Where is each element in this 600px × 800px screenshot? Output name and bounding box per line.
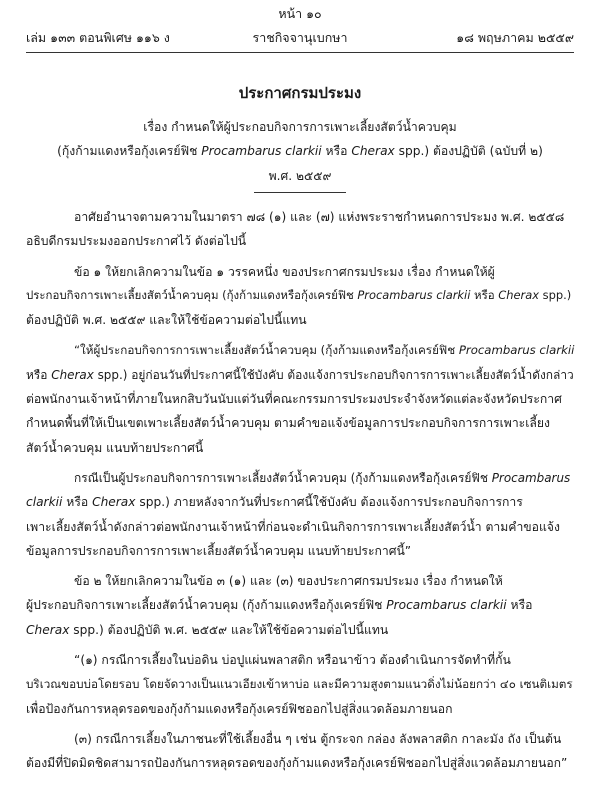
scientific-name: Cherax [26, 622, 70, 637]
page-title: ประกาศกรมประมง [238, 84, 362, 102]
scientific-name: clarkii [26, 495, 63, 510]
scientific-name: Procambarus clarkii [386, 598, 507, 613]
scientific-name: Procambarus clarkii [201, 144, 322, 158]
clause-1-line: ข้อ ๑ ให้ยกเลิกความในข้อ ๑ วรรคหนึ่ง ของประกาศกรมประมง เรื่อง กำหนดให้ผู้ [74, 264, 495, 279]
body-line: Cherax spp.) ต้องปฏิบัติ พ.ศ. ๒๕๕๙ และให้ใช้ข้อความต่อไปนี้แทน [26, 622, 389, 637]
scientific-name: Procambarus clarkii [357, 287, 471, 302]
body-line: เพื่อป้องกันการหลุดรอดของกุ้งก้ามแดงหรือกุ้งเครย์ฟิชออกไปสู่สิ่งแวดล้อมภายนอก [26, 701, 453, 716]
body-line: ต่อพนักงานเจ้าหน้าที่ภายในหกสิบวันนับแต่วันที่คณะกรรมการประมงประจำจังหวัดแต่ละจังหวัดประกาศ [26, 392, 562, 407]
publish-date: ๑๘ พฤษภาคม ๒๕๕๙ [456, 30, 575, 45]
document-body [26, 208, 576, 779]
body-line: ต้องมีที่ปิดมิดชิดสามารถป้องกันการหลุดรอดของกุ้งก้ามแดงหรือกุ้งเครย์ฟิชออกไปสู่สิ่งแวดล้อมภายนอก” [26, 756, 568, 771]
gazette-header [26, 28, 574, 47]
body-line: เพาะเลี้ยงสัตว์น้ำดังกล่าวต่อพนักงานเจ้าหน้าที่ก่อนจะดำเนินกิจการการเพาะเลี้ยงสัตว์น้ำ ตามคำขอแจ้ง [26, 519, 560, 534]
body-line: ข้อมูลการประกอบกิจการการเพาะเลี้ยงสัตว์น้ำควบคุม แนบท้ายประกาศนี้” [26, 543, 412, 558]
scientific-name: Cherax [351, 144, 395, 158]
scientific-name: Cherax [498, 287, 539, 302]
body-line: ประกอบกิจการเพาะเลี้ยงสัตว์น้ำควบคุม (กุ้งก้ามแดงหรือกุ้งเครย์ฟิช Procambarus clarkii หรือ Cherax spp.) [26, 287, 572, 302]
body-line: อธิบดีกรมประมงออกประกาศไว้ ดังต่อไปนี้ [26, 234, 247, 249]
scientific-name: Procambarus [491, 470, 571, 485]
page-number: หน้า ๑๐ [278, 6, 322, 21]
subject-line-3: พ.ศ. ๒๕๕๙ [268, 169, 332, 183]
item-1-line: “(๑) กรณีการเลี้ยงในบ่อดิน บ่อปูแผ่นพลาสติก หรือนาข้าว ต้องดำเนินการจัดทำที่กั้น [74, 653, 511, 668]
scientific-name: Procambarus clarkii [458, 343, 575, 358]
volume-info: เล่ม ๑๓๓ ตอนพิเศษ ๑๑๖ ง [26, 30, 170, 45]
item-3-line: (๓) กรณีการเลี้ยงในภาชนะที่ใช้เลี้ยงอื่น ๆ เช่น ตู้กระจก กล่อง ลังพลาสติก กาละมัง ถัง เป็นต้น [74, 731, 562, 746]
body-line: clarkii หรือ Cherax spp.) ภายหลังจากวันที่ประกาศนี้ใช้บังคับ ต้องแจ้งการประกอบกิจการการ [26, 495, 523, 510]
clause-2-line: ข้อ ๒ ให้ยกเลิกความในข้อ ๓ (๑) และ (๓) ของประกาศกรมประมง เรื่อง กำหนดให้ [74, 574, 503, 589]
subject-line-2: (กุ้งก้ามแดงหรือกุ้งเครย์ฟิช Procambarus clarkii หรือ Cherax spp.) ต้องปฏิบัติ (ฉบับที่ ๒) [57, 144, 543, 158]
gazette-name: ราชกิจจานุเบกษา [252, 30, 348, 45]
body-line: หรือ Cherax spp.) อยู่ก่อนวันที่ประกาศนี้ใช้บังคับ ต้องแจ้งการประกอบกิจการการเพาะเลี้ยงสัตว์น้ำดังกล่าว [26, 367, 574, 382]
quote-line: “ให้ผู้ประกอบกิจการการเพาะเลี้ยงสัตว์น้ำควบคุม (กุ้งก้ามแดงหรือกุ้งเครย์ฟิช Procambarus clarkii [74, 343, 575, 358]
subject-line-1: เรื่อง กำหนดให้ผู้ประกอบกิจการการเพาะเลี้ยงสัตว์น้ำควบคุม [143, 120, 457, 134]
title-divider [254, 192, 346, 193]
header-divider [26, 52, 574, 53]
body-line: สัตว์น้ำควบคุม แนบท้ายประกาศนี้ [26, 440, 204, 455]
body-line: บริเวณขอบบ่อโดยรอบ โดยจัดวางเป็นแนวเอียงเข้าหาบ่อ และมีความสูงตามแนวดิ่งไม่น้อยกว่า ๔๐ เซนติเมตร [26, 677, 573, 692]
body-line: กรณีเป็นผู้ประกอบกิจการการเพาะเลี้ยงสัตว์น้ำควบคุม (กุ้งก้ามแดงหรือกุ้งเครย์ฟิช Procambarus [74, 470, 571, 485]
body-line: ต้องปฏิบัติ พ.ศ. ๒๕๕๙ และให้ใช้ข้อความต่อไปนี้แทน [26, 313, 307, 328]
scientific-name: Cherax [51, 367, 94, 382]
body-line: อาศัยอำนาจตามความในมาตรา ๗๘ (๑) และ (๗) แห่งพระราชกำหนดการประมง พ.ศ. ๒๕๕๘ [74, 210, 565, 224]
scientific-name: Cherax [92, 495, 136, 510]
body-line: ผู้ประกอบกิจการเพาะเลี้ยงสัตว์น้ำควบคุม (กุ้งก้ามแดงหรือกุ้งเครย์ฟิช Procambarus clarkii หรือ [26, 598, 533, 613]
body-line: กำหนดพื้นที่ให้เป็นเขตเพาะเลี้ยงสัตว์น้ำควบคุม ตามคำขอแจ้งข้อมูลการประกอบกิจการการเพาะเลี้ยง [26, 416, 550, 431]
